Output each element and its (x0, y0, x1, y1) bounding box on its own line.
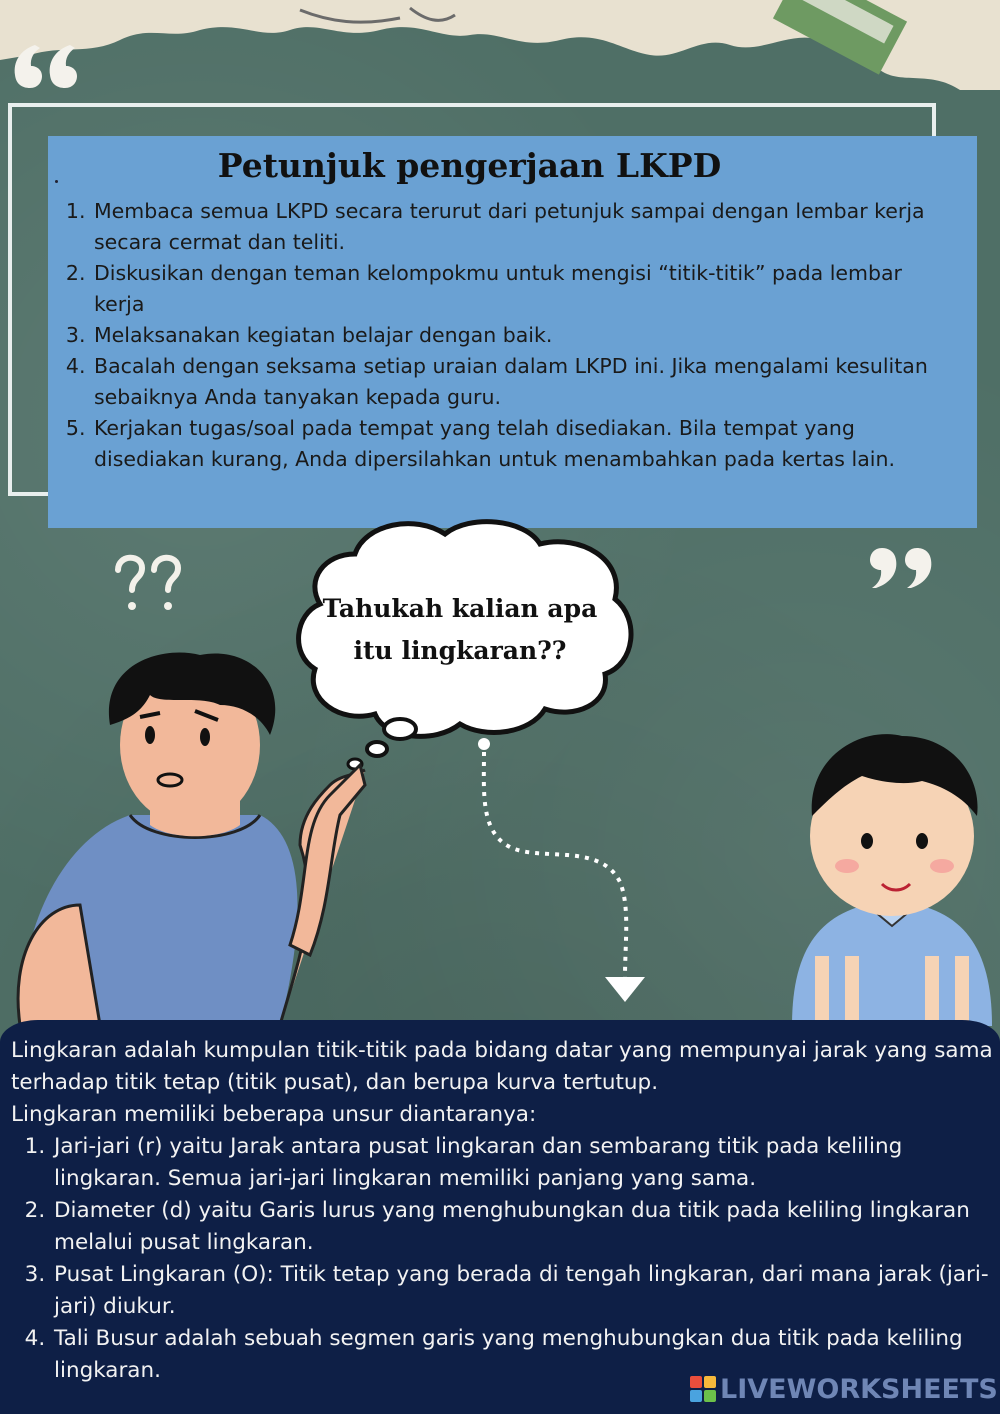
element-item: 3. Pusat Lingkaran (O): Titik tetap yang berada di tengah lingkaran, dari mana jarak (jari-jari) diukur. (52, 1259, 996, 1323)
instruction-item: 4. Bacalah dengan seksama setiap uraian dalam LKPD ini. Jika mengalami kesulitan sebaiknya Anda tanyakan kepada guru. (92, 351, 930, 413)
instructions-list (60, 196, 930, 475)
dotted-arrow-icon (470, 732, 650, 1007)
liveworksheets-watermark (690, 1372, 998, 1406)
instruction-item: 3. Melaksanakan kegiatan belajar dengan baik. (92, 320, 930, 351)
quote-close-icon (866, 548, 936, 596)
element-item: 2. Diameter (d) yaitu Garis lurus yang menghubungkan dua titik pada keliling lingkaran melalui pusat lingkaran. (52, 1195, 996, 1259)
watermark-text: LIVEWORKSHEETS (720, 1373, 998, 1405)
paper-doodle-strip (0, 0, 1000, 90)
bubble-line-1: Tahukah kalian apa (322, 594, 598, 623)
question-mark-icon (110, 548, 190, 618)
elements-list (11, 1131, 996, 1387)
elements-subtitle: Lingkaran memiliki beberapa unsur diantaranya: (11, 1102, 537, 1127)
quote-open-icon (10, 40, 80, 90)
pointing-boy-illustration (782, 726, 1000, 1026)
confused-person-illustration (0, 625, 380, 1025)
bubble-line-2: itu lingkaran?? (353, 636, 567, 665)
instruction-item: 2. Diskusikan dengan teman kelompokmu untuk mengisi “titik-titik” pada lembar kerja (92, 258, 930, 320)
instruction-item: 5. Kerjakan tugas/soal pada tempat yang telah disediakan. Bila tempat yang disediakan kurang, Anda dipersilahkan untuk menambahkan pada kertas lain. (92, 413, 930, 475)
liveworksheets-logo-icon (690, 1376, 716, 1402)
definition-intro: Lingkaran adalah kumpulan titik-titik pada bidang datar yang mempunyai jarak yang sama terhadap titik tetap (titik pusat), dan berupa kurva tertutup. (11, 1038, 993, 1095)
instruction-item: 1. Membaca semua LKPD secara terurut dari petunjuk sampai dengan lembar kerja secara cermat dan teliti. (92, 196, 930, 258)
instructions-title: Petunjuk pengerjaan LKPD (217, 146, 722, 185)
question-marks-doodle (110, 548, 190, 627)
element-item: 4. Tali Busur adalah sebuah segmen garis yang menghubungkan dua titik pada keliling lingkaran. (52, 1323, 996, 1387)
definition-content (11, 1035, 996, 1387)
element-item: 1. Jari-jari (r) yaitu Jarak antara pusat lingkaran dan sembarang titik pada keliling lingkaran. Semua jari-jari lingkaran memiliki panjang yang sama. (52, 1131, 996, 1195)
